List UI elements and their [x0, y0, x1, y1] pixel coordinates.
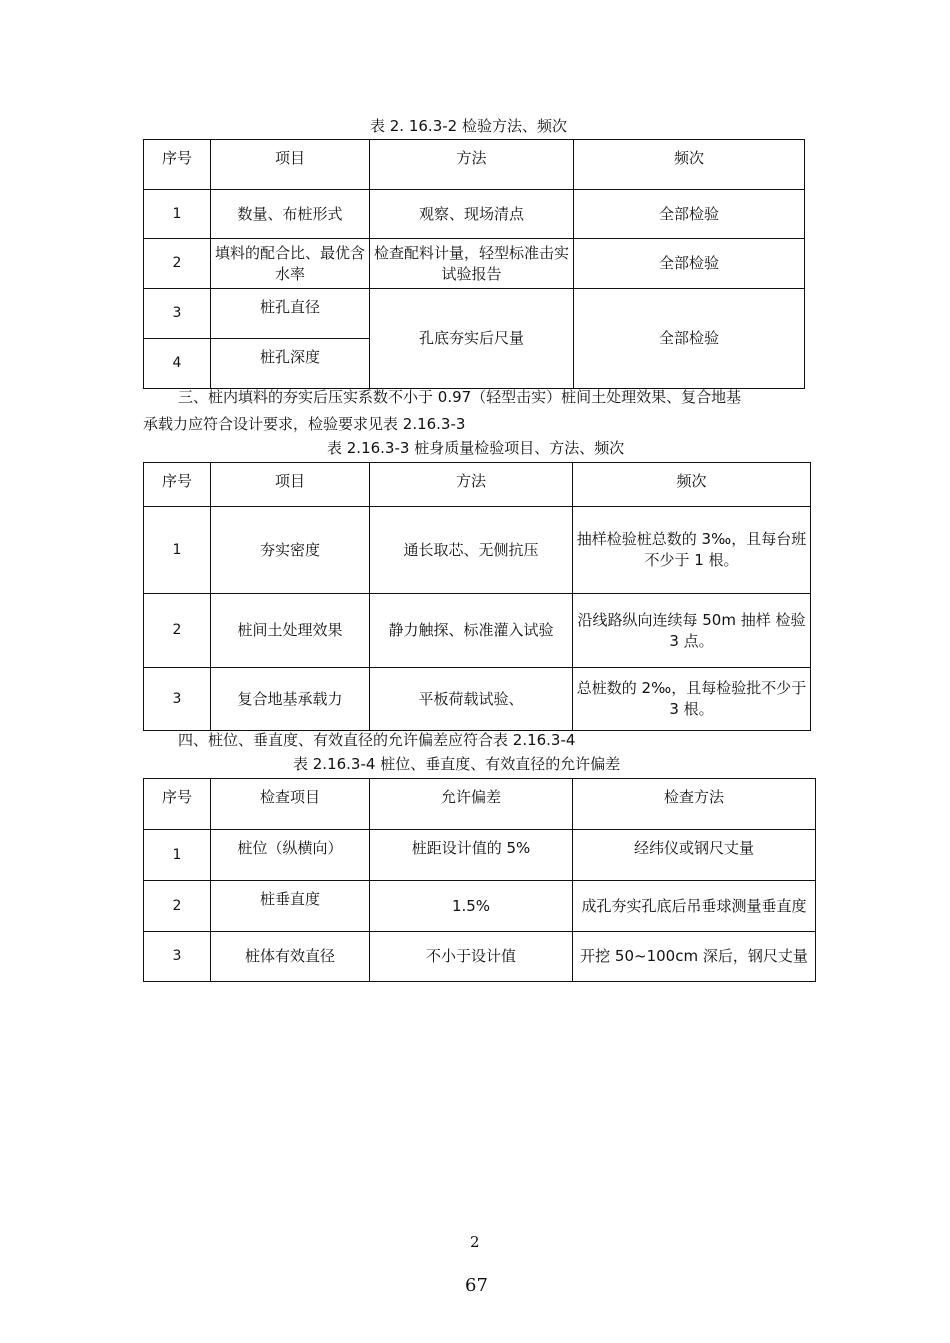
table-row	[144, 239, 805, 289]
table3-header-check-item: 检查项目	[211, 779, 370, 830]
table-row	[144, 830, 816, 881]
table1-header-frequency: 频次	[574, 140, 805, 190]
table2	[143, 462, 811, 731]
table2-r3-frequency: 总桩数的 2‰，且每检验批不少于 3 根。	[573, 668, 811, 731]
table3-header-seq: 序号	[144, 779, 211, 830]
table3-r1-method: 经纬仪或钢尺丈量	[573, 830, 816, 881]
table2-r3-item: 复合地基承载力	[211, 668, 370, 731]
table1-r2-item: 填料的配合比、最优含水率	[211, 239, 370, 289]
table2-r3-seq: 3	[144, 668, 211, 731]
table2-r2-frequency: 沿线路纵向连续每 50m 抽样 检验 3 点。	[573, 594, 811, 668]
table3-caption: 表 2.16.3-4 桩位、垂直度、有效直径的允许偏差	[293, 755, 621, 773]
paragraph-3-line2: 承载力应符合设计要求，检验要求见表 2.16.3-3	[143, 415, 466, 433]
table2-caption: 表 2.16.3-3 桩身质量检验项目、方法、频次	[327, 439, 625, 457]
table2-r1-item: 夯实密度	[211, 507, 370, 594]
table1-header-item: 项目	[211, 140, 370, 190]
table3-r2-item: 桩垂直度	[211, 881, 370, 932]
table2-header-frequency: 频次	[573, 463, 811, 507]
table1-r1-item: 数量、布桩形式	[211, 190, 370, 239]
table2-r2-seq: 2	[144, 594, 211, 668]
table3-r3-seq: 3	[144, 932, 211, 982]
table2-r3-method: 平板荷载试验、	[370, 668, 573, 731]
table3-r2-seq: 2	[144, 881, 211, 932]
page-number-large: 67	[465, 1275, 488, 1296]
table3	[143, 778, 816, 982]
table3-r1-tolerance: 桩距设计值的 5%	[370, 830, 573, 881]
table1-header-method: 方法	[370, 140, 574, 190]
table3-r3-method: 开挖 50~100cm 深后，钢尺丈量	[573, 932, 816, 982]
table2-r1-seq: 1	[144, 507, 211, 594]
table2-r1-frequency: 抽样检验桩总数的 3‰，且每台班不少于 1 根。	[573, 507, 811, 594]
table-row	[144, 881, 816, 932]
table1-r1-seq: 1	[144, 190, 211, 239]
table3-r1-item: 桩位（纵横向）	[211, 830, 370, 881]
table2-r1-method: 通长取芯、无侧抗压	[370, 507, 573, 594]
table1-caption: 表 2. 16.3-2 检验方法、频次	[370, 117, 567, 135]
table2-header-row	[144, 463, 811, 507]
table1	[143, 139, 805, 389]
table2-header-item: 项目	[211, 463, 370, 507]
table3-header-row	[144, 779, 816, 830]
table3-header-check-method: 检查方法	[573, 779, 816, 830]
table-row	[144, 932, 816, 982]
table1-r2-frequency: 全部检验	[574, 239, 805, 289]
table1-r1-frequency: 全部检验	[574, 190, 805, 239]
table1-r1-method: 观察、现场清点	[370, 190, 574, 239]
table1-r4-item: 桩孔深度	[211, 339, 370, 389]
page-number-small: 2	[470, 1233, 480, 1251]
table1-header-seq: 序号	[144, 140, 211, 190]
table1-r3-frequency: 全部检验	[574, 289, 805, 389]
table-row	[144, 289, 805, 339]
table2-r2-item: 桩间土处理效果	[211, 594, 370, 668]
table-row	[144, 507, 811, 594]
table-row	[144, 668, 811, 731]
table1-r2-seq: 2	[144, 239, 211, 289]
paragraph-3-line1: 三、桩内填料的夯实后压实系数不小于 0.97（轻型击实）桩间土处理效果、复合地基	[178, 388, 742, 406]
table3-r3-item: 桩体有效直径	[211, 932, 370, 982]
table1-r3-seq: 3	[144, 289, 211, 339]
table1-r3-item: 桩孔直径	[211, 289, 370, 339]
table1-r2-method: 检查配料计量，轻型标准击实试验报告	[370, 239, 574, 289]
table-row	[144, 190, 805, 239]
table3-r2-tolerance: 1.5%	[370, 881, 573, 932]
table3-r1-seq: 1	[144, 830, 211, 881]
table1-r3-method: 孔底夯实后尺量	[370, 289, 574, 389]
table-row	[144, 594, 811, 668]
table1-r4-seq: 4	[144, 339, 211, 389]
table2-header-method: 方法	[370, 463, 573, 507]
table2-header-seq: 序号	[144, 463, 211, 507]
table3-r3-tolerance: 不小于设计值	[370, 932, 573, 982]
table1-header-row	[144, 140, 805, 190]
table3-header-tolerance: 允许偏差	[370, 779, 573, 830]
paragraph-4-line1: 四、桩位、垂直度、有效直径的允许偏差应符合表 2.16.3-4	[178, 731, 576, 749]
table2-r2-method: 静力触探、标准灌入试验	[370, 594, 573, 668]
table3-r2-method: 成孔夯实孔底后吊垂球测量垂直度	[573, 881, 816, 932]
